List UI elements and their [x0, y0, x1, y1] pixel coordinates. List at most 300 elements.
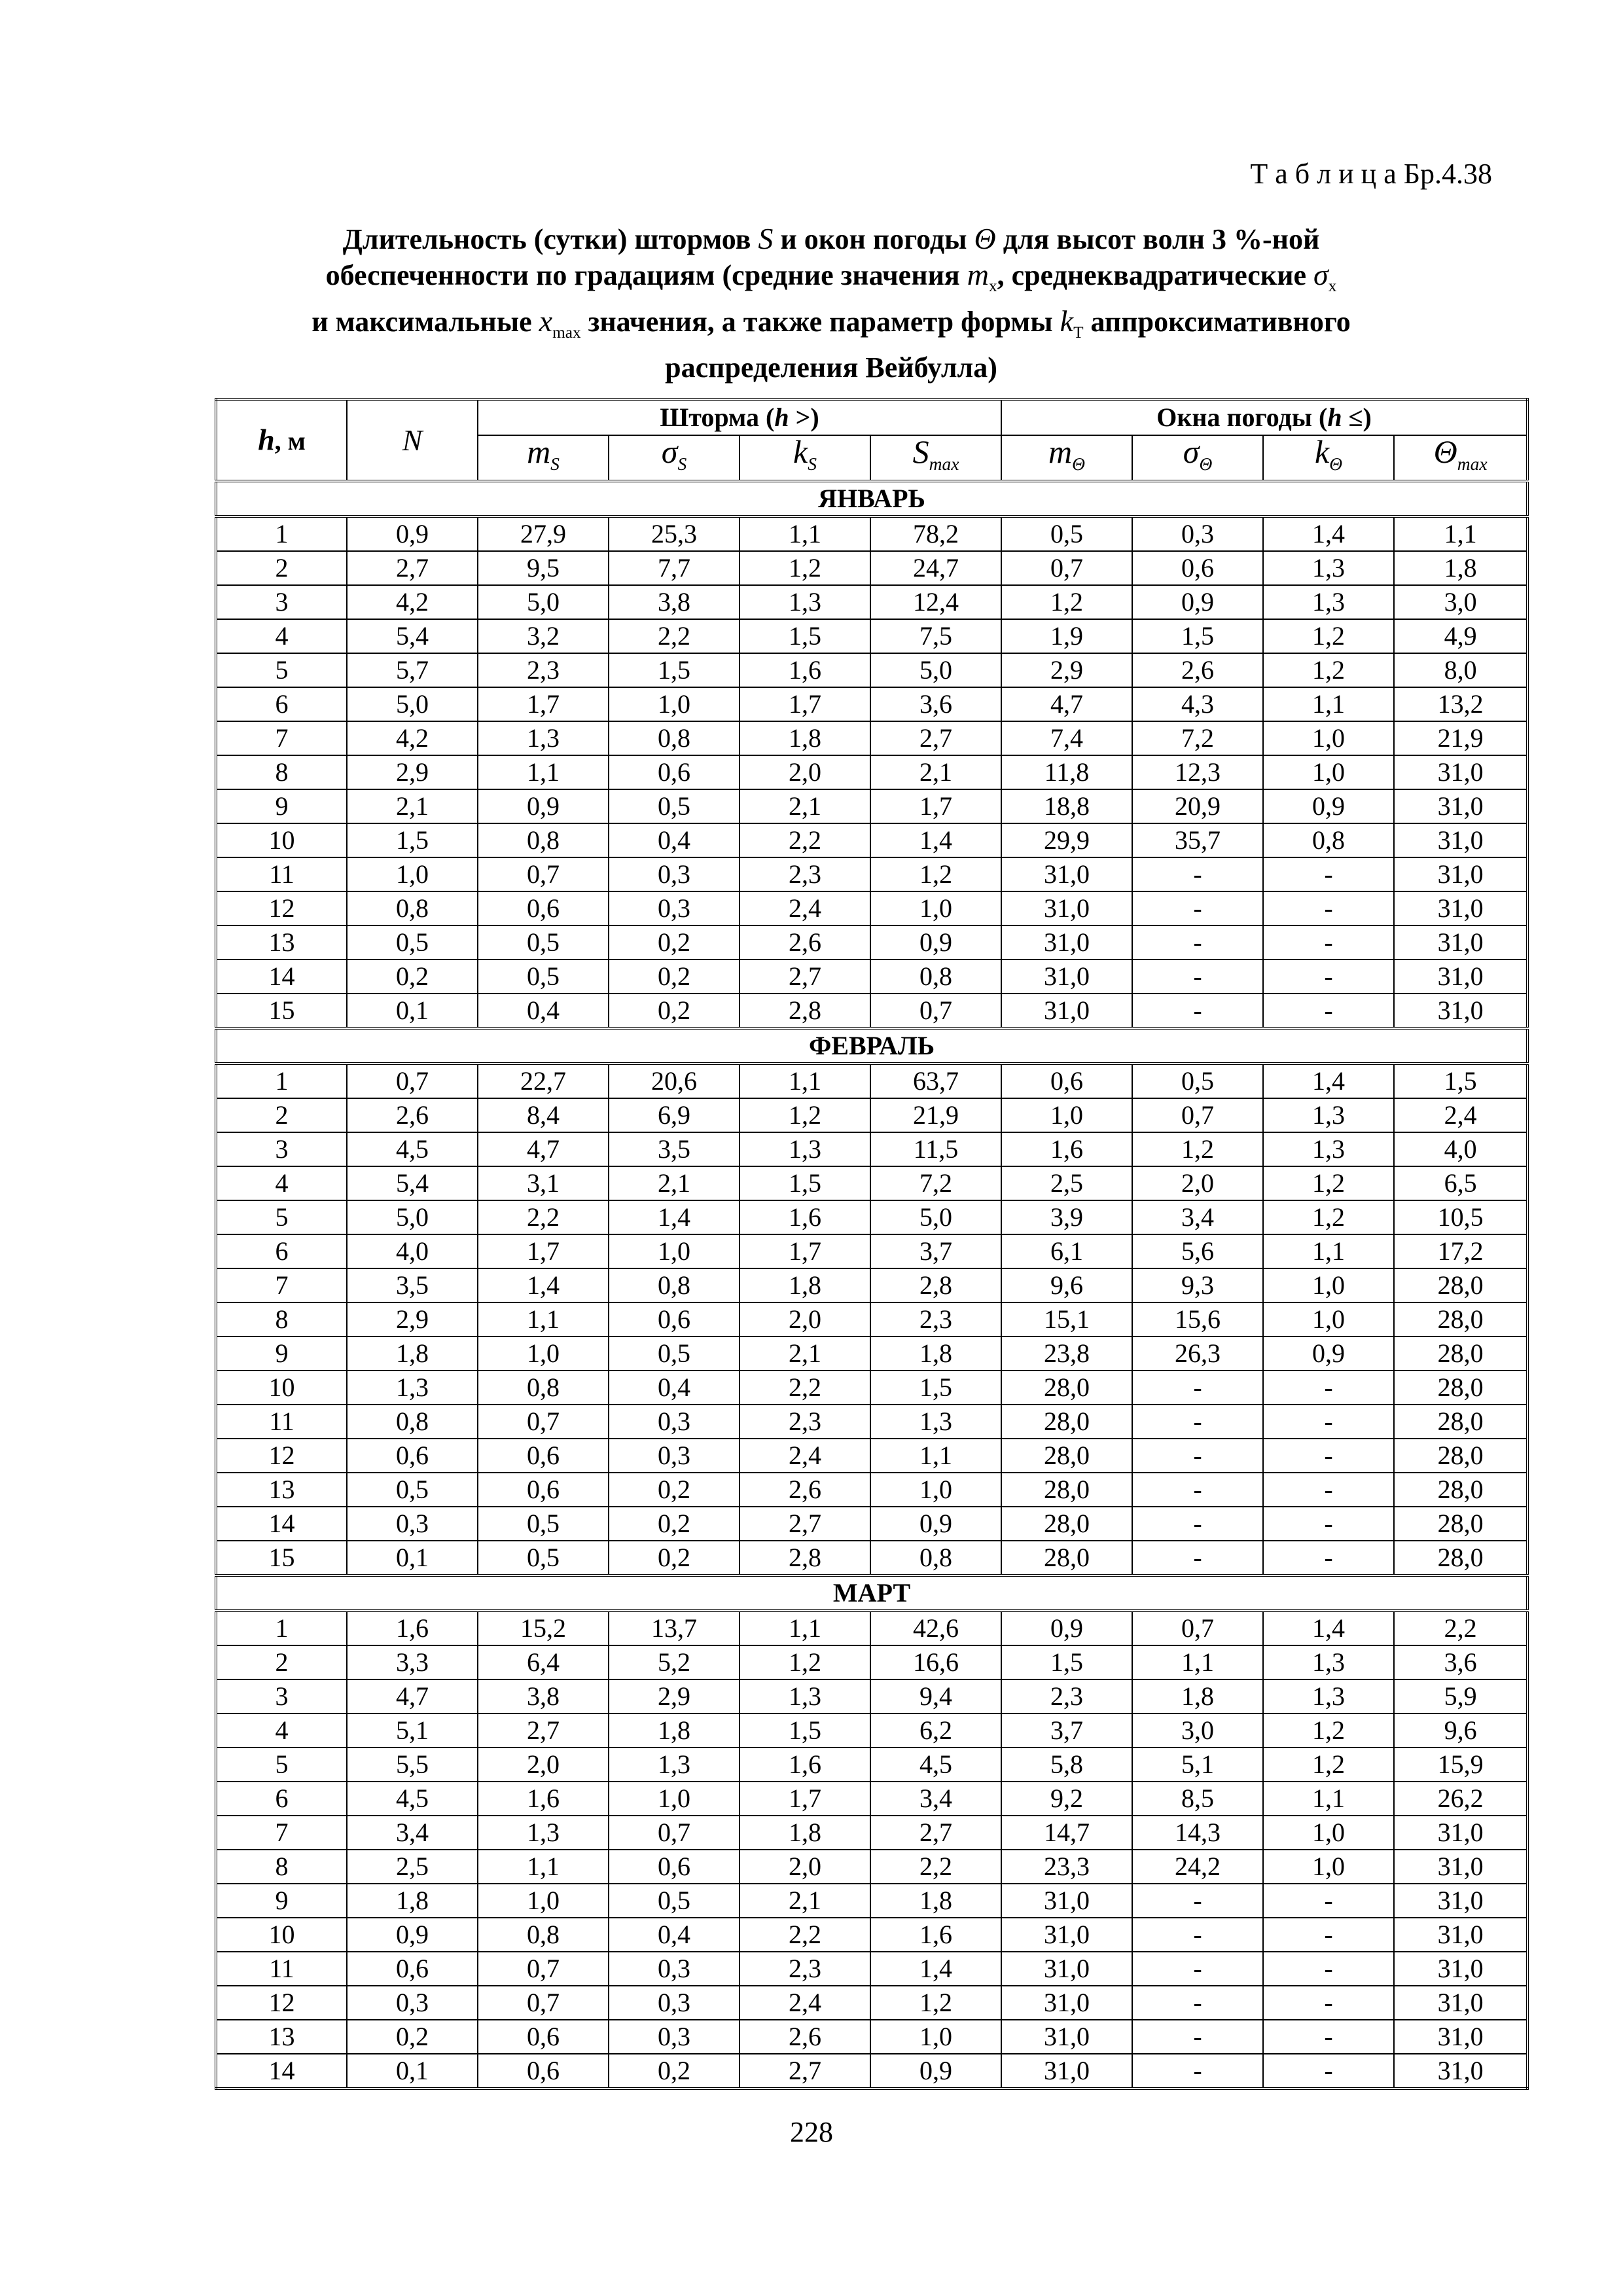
column-header-symbol: σ	[661, 433, 678, 470]
title-symbol-theta: Θ	[974, 222, 996, 255]
table-cell: 5,5	[347, 1748, 478, 1782]
table-cell: 6	[216, 1782, 347, 1816]
table-cell: 2,2	[740, 1918, 870, 1952]
table-cell: 1,3	[609, 1748, 740, 1782]
table-cell: 3,0	[1132, 1713, 1263, 1748]
table-cell: 31,0	[1001, 891, 1132, 925]
table-cell: -	[1132, 1439, 1263, 1473]
table-cell: 2,8	[740, 994, 870, 1028]
table-cell: 28,0	[1394, 1507, 1527, 1541]
table-cell: 2,6	[740, 925, 870, 960]
table-cell: 14,3	[1132, 1816, 1263, 1850]
table-cell: 13,7	[609, 1611, 740, 1645]
table-cell: 7,7	[609, 551, 740, 585]
table-cell: -	[1132, 1952, 1263, 1986]
table-cell: 0,6	[609, 755, 740, 789]
table-cell: 1,8	[740, 1268, 870, 1302]
table-cell: 1,1	[1263, 1234, 1394, 1268]
table-cell: 1,0	[1263, 1816, 1394, 1850]
table-cell: 0,3	[347, 1507, 478, 1541]
table-cell: 3,8	[478, 1679, 609, 1713]
table-cell: -	[1132, 994, 1263, 1028]
title-symbol-s: S	[758, 222, 774, 255]
month-name: ЯНВАРЬ	[216, 481, 1527, 516]
table-cell: 2,6	[740, 2020, 870, 2054]
table-cell: 28,0	[1001, 1507, 1132, 1541]
table-cell: 1,8	[870, 1884, 1001, 1918]
table-cell: 5,1	[347, 1713, 478, 1748]
table-cell: 10,5	[1394, 1200, 1527, 1234]
table-cell: 6,2	[870, 1713, 1001, 1748]
table-cell: 5,4	[347, 619, 478, 653]
column-header-subscript: S	[550, 454, 560, 474]
table-row	[216, 1713, 1527, 1748]
table-cell: -	[1263, 925, 1394, 960]
table-cell: 2,0	[478, 1748, 609, 1782]
table-cell: 2,1	[870, 755, 1001, 789]
header-storms-text: >)	[789, 403, 819, 432]
table-cell: 1,7	[740, 1234, 870, 1268]
table-row	[216, 1611, 1527, 1645]
title-subscript: x	[1328, 277, 1337, 296]
table-cell: 0,7	[347, 1064, 478, 1098]
table-cell: 1,5	[740, 1713, 870, 1748]
table-cell: 0,2	[609, 994, 740, 1028]
table-cell: 28,0	[1001, 1371, 1132, 1405]
table-cell: 1,3	[478, 721, 609, 755]
table-row	[216, 1507, 1527, 1541]
table-cell: 23,8	[1001, 1336, 1132, 1371]
column-header-symbol: S	[912, 433, 929, 470]
table-row	[216, 1268, 1527, 1302]
table-cell: 0,8	[609, 721, 740, 755]
table-cell: -	[1132, 1371, 1263, 1405]
table-cell: 31,0	[1001, 2020, 1132, 2054]
table-cell: 0,6	[478, 2020, 609, 2054]
column-header	[1001, 435, 1132, 481]
table-cell: 4	[216, 619, 347, 653]
table-cell: -	[1263, 1439, 1394, 1473]
table-cell: 9,3	[1132, 1268, 1263, 1302]
table-cell: 5,6	[1132, 1234, 1263, 1268]
table-cell: 1,5	[1001, 1645, 1132, 1679]
table-cell: -	[1132, 1986, 1263, 2020]
table-cell: 0,5	[609, 1336, 740, 1371]
table-cell: 4	[216, 1713, 347, 1748]
table-cell: 1,4	[870, 1952, 1001, 1986]
table-cell: 2,2	[478, 1200, 609, 1234]
table-cell: 1,1	[740, 516, 870, 551]
table-cell: 4,5	[347, 1782, 478, 1816]
table-cell: 2,4	[1394, 1098, 1527, 1132]
table-cell: 4,2	[347, 585, 478, 619]
table-row	[216, 687, 1527, 721]
table-row	[216, 1748, 1527, 1782]
column-header	[1394, 435, 1527, 481]
table-cell: -	[1132, 2020, 1263, 2054]
table-cell: 31,0	[1394, 755, 1527, 789]
table-cell: 1,0	[1263, 1268, 1394, 1302]
table-cell: 0,3	[609, 857, 740, 891]
table-cell: 1,2	[1263, 1200, 1394, 1234]
table-cell: 1,2	[1263, 1166, 1394, 1200]
table-row	[216, 1952, 1527, 1986]
table-cell: 1,8	[347, 1884, 478, 1918]
table-body	[216, 481, 1527, 2089]
table-cell: 2,0	[740, 1850, 870, 1884]
table-cell: 1,7	[478, 1234, 609, 1268]
title-subscript: T	[1073, 323, 1084, 342]
table-cell: 2,0	[1132, 1166, 1263, 1200]
table-cell: 31,0	[1394, 857, 1527, 891]
table-cell: 0,8	[347, 891, 478, 925]
table-cell: 42,6	[870, 1611, 1001, 1645]
table-row	[216, 1679, 1527, 1713]
table-cell: 1,1	[1132, 1645, 1263, 1679]
table-cell: 1,8	[609, 1713, 740, 1748]
table-cell: 63,7	[870, 1064, 1001, 1098]
table-cell: 6,4	[478, 1645, 609, 1679]
column-header-subscript: Θ	[1072, 454, 1086, 474]
table-cell: 18,8	[1001, 789, 1132, 823]
table-cell: 4,5	[870, 1748, 1001, 1782]
table-cell: 0,2	[609, 1541, 740, 1575]
table-cell: 10	[216, 823, 347, 857]
table-cell: 4,2	[347, 721, 478, 755]
table-cell: 0,8	[347, 1405, 478, 1439]
table-cell: 2,5	[1001, 1166, 1132, 1200]
table-cell: 5	[216, 653, 347, 687]
table-cell: 2,4	[740, 1986, 870, 2020]
month-name: ФЕВРАЛЬ	[216, 1028, 1527, 1064]
table-cell: -	[1263, 1541, 1394, 1575]
table-cell: 2,7	[870, 721, 1001, 755]
table-cell: 0,9	[870, 1507, 1001, 1541]
table-row	[216, 551, 1527, 585]
table-cell: 1,1	[478, 1302, 609, 1336]
table-cell: 2,3	[1001, 1679, 1132, 1713]
table-row	[216, 1884, 1527, 1918]
table-cell: 5,0	[347, 1200, 478, 1234]
table-row	[216, 994, 1527, 1028]
table-cell: 1,2	[1263, 1748, 1394, 1782]
table-cell: 6	[216, 1234, 347, 1268]
column-header-symbol: σ	[1183, 433, 1200, 470]
table-cell: 28,0	[1394, 1439, 1527, 1473]
table-cell: 0,5	[347, 925, 478, 960]
table-cell: 9,5	[478, 551, 609, 585]
table-cell: 1,7	[870, 789, 1001, 823]
title-subscript: x	[988, 277, 997, 296]
table-cell: -	[1263, 1371, 1394, 1405]
column-header-subscript: Θ	[1199, 454, 1213, 474]
table-cell: 2,3	[478, 653, 609, 687]
table-cell: 2,8	[870, 1268, 1001, 1302]
column-header-symbol: k	[1315, 433, 1330, 470]
table-cell: 12,3	[1132, 755, 1263, 789]
table-cell: 5,7	[347, 653, 478, 687]
table-row	[216, 653, 1527, 687]
table-cell: 1,3	[478, 1816, 609, 1850]
table-cell: 1,3	[1263, 1132, 1394, 1166]
table-row	[216, 891, 1527, 925]
table-cell: 1,0	[1001, 1098, 1132, 1132]
header-n-symbol: N	[402, 423, 423, 457]
column-header	[1132, 435, 1263, 481]
table-cell: 20,6	[609, 1064, 740, 1098]
table-cell: 2,2	[740, 823, 870, 857]
table-cell: -	[1263, 1507, 1394, 1541]
table-cell: 8,4	[478, 1098, 609, 1132]
table-cell: 0,2	[609, 960, 740, 994]
table-row	[216, 960, 1527, 994]
table-cell: 2,1	[740, 1336, 870, 1371]
table-cell: 2,7	[740, 2054, 870, 2089]
table-cell: 0,4	[609, 1371, 740, 1405]
table-cell: 4,7	[478, 1132, 609, 1166]
table-cell: 3,0	[1394, 585, 1527, 619]
table-row	[216, 1166, 1527, 1200]
table-cell: 31,0	[1394, 823, 1527, 857]
table-cell: 7	[216, 721, 347, 755]
table-cell: 0,9	[347, 1918, 478, 1952]
table-cell: 2,7	[478, 1713, 609, 1748]
table-cell: 1,0	[478, 1884, 609, 1918]
table-cell: -	[1132, 1884, 1263, 1918]
table-cell: 1,2	[740, 551, 870, 585]
table-cell: 0,5	[609, 789, 740, 823]
table-cell: 5	[216, 1748, 347, 1782]
table-cell: 1,2	[870, 1986, 1001, 2020]
table-cell: 0,7	[1132, 1611, 1263, 1645]
table-cell: 2,6	[740, 1473, 870, 1507]
table-cell: 3,9	[1001, 1200, 1132, 1234]
title-text: аппроксимативного	[1083, 306, 1351, 338]
table-cell: 1,7	[740, 687, 870, 721]
table-cell: 1,8	[1394, 551, 1527, 585]
table-cell: 31,0	[1394, 2054, 1527, 2089]
table-cell: 2,3	[870, 1302, 1001, 1336]
table-cell: 3	[216, 585, 347, 619]
table-row	[216, 789, 1527, 823]
table-cell: -	[1263, 1918, 1394, 1952]
table-cell: 0,2	[609, 1473, 740, 1507]
table-cell: 28,0	[1394, 1541, 1527, 1575]
table-row	[216, 755, 1527, 789]
table-cell: 1,4	[1263, 516, 1394, 551]
table-row	[216, 1405, 1527, 1439]
table-cell: 1	[216, 1064, 347, 1098]
table-cell: 2,3	[740, 1405, 870, 1439]
table-cell: 1,1	[1263, 687, 1394, 721]
table-row	[216, 857, 1527, 891]
table-cell: 0,3	[609, 1952, 740, 1986]
table-cell: 0,8	[478, 1371, 609, 1405]
table-row	[216, 1200, 1527, 1234]
header-h	[216, 399, 347, 481]
header-storms-text: Шторма (	[660, 403, 775, 432]
table-cell: 3,7	[870, 1234, 1001, 1268]
table-cell: 0,5	[478, 925, 609, 960]
table-cell: 0,6	[347, 1439, 478, 1473]
table-cell: 2,7	[740, 960, 870, 994]
table-cell: 2	[216, 1098, 347, 1132]
table-cell: 1,0	[870, 891, 1001, 925]
table-cell: 24,2	[1132, 1850, 1263, 1884]
table-cell: 3,7	[1001, 1713, 1132, 1748]
table-cell: 1,5	[740, 1166, 870, 1200]
table-cell: 7,5	[870, 619, 1001, 653]
table-cell: 1,3	[870, 1405, 1001, 1439]
table-cell: -	[1132, 2054, 1263, 2089]
table-cell: 5,0	[347, 687, 478, 721]
table-cell: 15,9	[1394, 1748, 1527, 1782]
table-cell: 3,3	[347, 1645, 478, 1679]
table-cell: -	[1263, 2054, 1394, 2089]
column-header	[740, 435, 870, 481]
table-cell: 0,3	[609, 1439, 740, 1473]
table-cell: 1,1	[740, 1064, 870, 1098]
table-cell: 5	[216, 1200, 347, 1234]
table-cell: 4,7	[1001, 687, 1132, 721]
table-cell: 0,3	[347, 1986, 478, 2020]
table-cell: 3,5	[609, 1132, 740, 1166]
table-cell: 13	[216, 2020, 347, 2054]
table-cell: 1,0	[609, 1234, 740, 1268]
column-header	[870, 435, 1001, 481]
column-header-symbol: m	[527, 433, 551, 470]
table-cell: -	[1132, 960, 1263, 994]
table-cell: 2,2	[870, 1850, 1001, 1884]
table-cell: 0,9	[870, 925, 1001, 960]
header-row-groups	[216, 399, 1527, 435]
table-cell: 2,9	[1001, 653, 1132, 687]
table-cell: 31,0	[1001, 857, 1132, 891]
table-cell: 0,1	[347, 1541, 478, 1575]
table-cell: 4,9	[1394, 619, 1527, 653]
table-cell: 0,7	[478, 1986, 609, 2020]
table-row	[216, 516, 1527, 551]
table-cell: -	[1132, 1405, 1263, 1439]
table-cell: 13,2	[1394, 687, 1527, 721]
table-cell: 2	[216, 551, 347, 585]
table-cell: 28,0	[1394, 1405, 1527, 1439]
table-cell: 11,8	[1001, 755, 1132, 789]
table-cell: 8,0	[1394, 653, 1527, 687]
table-cell: 28,0	[1001, 1405, 1132, 1439]
table-cell: 21,9	[1394, 721, 1527, 755]
table-cell: 27,9	[478, 516, 609, 551]
table-cell: 2,9	[609, 1679, 740, 1713]
table-cell: 11	[216, 1952, 347, 1986]
table-cell: 1	[216, 1611, 347, 1645]
table-cell: 31,0	[1394, 994, 1527, 1028]
table-cell: 0,9	[478, 789, 609, 823]
table-cell: 0,7	[870, 994, 1001, 1028]
table-cell: 0,6	[478, 1473, 609, 1507]
table-cell: 1,3	[1263, 1098, 1394, 1132]
table-cell: -	[1263, 960, 1394, 994]
table-cell: 2,2	[740, 1371, 870, 1405]
table-row	[216, 1336, 1527, 1371]
table-cell: 9,6	[1001, 1268, 1132, 1302]
table-cell: 0,2	[609, 1507, 740, 1541]
table-cell: 9	[216, 789, 347, 823]
table-cell: 5,0	[870, 653, 1001, 687]
table-row	[216, 925, 1527, 960]
table-cell: 31,0	[1394, 1816, 1527, 1850]
table-cell: 3,6	[870, 687, 1001, 721]
header-windows-h: h	[1327, 403, 1342, 432]
table-row	[216, 1132, 1527, 1166]
table-cell: 5,0	[870, 1200, 1001, 1234]
table-cell: 3,8	[609, 585, 740, 619]
table-cell: 2,4	[740, 891, 870, 925]
title-line-3	[196, 304, 1466, 350]
table-cell: -	[1263, 857, 1394, 891]
table-cell: 4,7	[347, 1679, 478, 1713]
table-cell: 1,3	[1263, 1645, 1394, 1679]
table-cell: 25,3	[609, 516, 740, 551]
table-cell: -	[1263, 2020, 1394, 2054]
table-label: Т а б л и ц а Бр.4.38	[1250, 158, 1492, 190]
table-cell: 28,0	[1001, 1541, 1132, 1575]
table-cell: 2,2	[609, 619, 740, 653]
table-row	[216, 2020, 1527, 2054]
table-cell: 26,2	[1394, 1782, 1527, 1816]
table-cell: -	[1263, 1884, 1394, 1918]
table-cell: 15,1	[1001, 1302, 1132, 1336]
table-cell: 31,0	[1394, 1918, 1527, 1952]
table-cell: 15	[216, 994, 347, 1028]
table-cell: 3	[216, 1679, 347, 1713]
table-cell: -	[1132, 1507, 1263, 1541]
table-cell: 1,2	[740, 1098, 870, 1132]
table-cell: 0,1	[347, 2054, 478, 2089]
table-cell: 12,4	[870, 585, 1001, 619]
table-cell: 23,3	[1001, 1850, 1132, 1884]
data-table	[215, 398, 1529, 2090]
table-cell: -	[1263, 1405, 1394, 1439]
table-cell: 15,6	[1132, 1302, 1263, 1336]
table-cell: 0,9	[1001, 1611, 1132, 1645]
table-cell: 0,5	[478, 960, 609, 994]
table-cell: 14	[216, 960, 347, 994]
table-cell: 13	[216, 925, 347, 960]
table-cell: 0,6	[478, 1439, 609, 1473]
table-cell: 1,1	[1263, 1782, 1394, 1816]
table-cell: 2,5	[347, 1850, 478, 1884]
table-cell: -	[1132, 1473, 1263, 1507]
table-cell: 2,8	[740, 1541, 870, 1575]
table-cell: 0,7	[1132, 1098, 1263, 1132]
table-cell: 0,2	[347, 2020, 478, 2054]
table-cell: 2	[216, 1645, 347, 1679]
table-cell: 0,2	[609, 2054, 740, 2089]
table-cell: 10	[216, 1918, 347, 1952]
table-cell: 31,0	[1001, 2054, 1132, 2089]
table-cell: 1,0	[1263, 1302, 1394, 1336]
table-cell: 11	[216, 1405, 347, 1439]
table-cell: 3,4	[1132, 1200, 1263, 1234]
table-cell: 1,3	[347, 1371, 478, 1405]
title-symbol-sigma: σ	[1313, 258, 1329, 291]
table-cell: 1,0	[609, 687, 740, 721]
table-cell: 0,9	[1263, 789, 1394, 823]
table-cell: 1,2	[1132, 1132, 1263, 1166]
table-cell: 2,2	[1394, 1611, 1527, 1645]
table-cell: 1,4	[1263, 1611, 1394, 1645]
